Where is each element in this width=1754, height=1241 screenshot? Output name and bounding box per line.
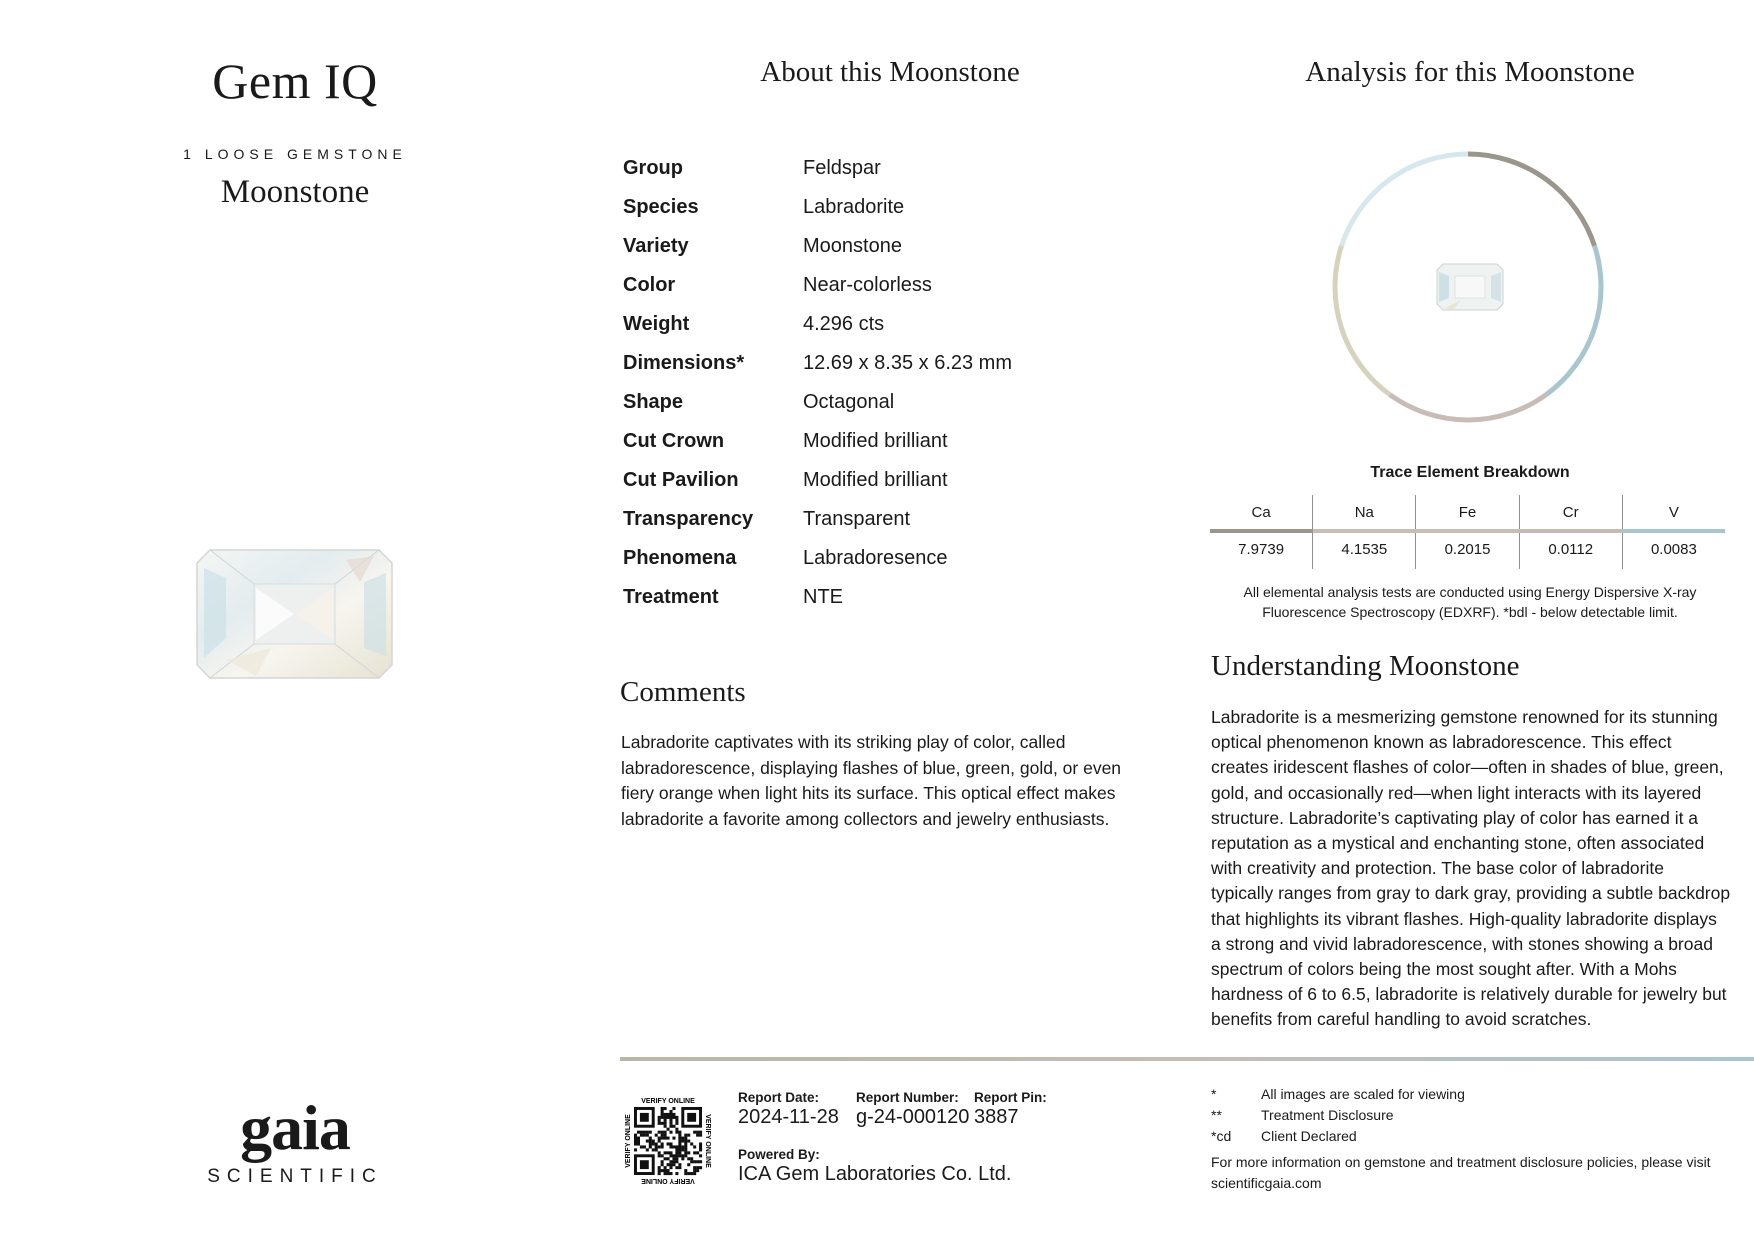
gaia-logo-subtitle: SCIENTIFIC [207,1166,383,1187]
report-date-value: 2024-11-28 [738,1106,839,1128]
trace-element-title: Trace Element Breakdown [1370,464,1570,481]
understanding-heading: Understanding Moonstone [1211,650,1520,682]
property-label: Shape [623,391,684,413]
property-label: Phenomena [623,547,737,569]
color-ring [1331,150,1605,424]
property-value: NTE [803,586,843,608]
property-value: Transparent [803,508,911,530]
trace-color-bar [1210,529,1725,533]
element-value: 4.1535 [1313,529,1416,569]
property-label: Color [623,274,676,296]
ring-segment [1546,246,1601,395]
gemstone-count-label: 1 LOOSE GEMSTONE [183,146,407,162]
property-row [623,305,1123,344]
property-label: Cut Pavilion [623,469,739,491]
element-value: 0.0083 [1622,529,1725,569]
element-color-segment [1416,529,1520,533]
property-row [623,266,1123,305]
property-row [623,461,1123,500]
powered-by-label: Powered By: [738,1147,820,1162]
property-value: Feldspar [803,157,881,179]
element-symbol: V [1622,495,1725,529]
property-value: Labradoresence [803,547,948,569]
ring-segment [1335,246,1390,395]
report-pin-value: 3887 [974,1106,1019,1128]
about-heading: About this Moonstone [760,56,1020,88]
report-pin-label: Report Pin: [974,1090,1047,1105]
property-value: Near-colorless [803,274,932,296]
report-number-value: g-24-000120 [856,1106,970,1128]
ring-segment [1342,154,1468,246]
footnote-row [1211,1104,1465,1125]
report-date-label: Report Date: [738,1090,820,1105]
property-label: Weight [623,313,690,335]
brand-title: Gem IQ [212,53,378,109]
element-color-segment [1210,529,1314,533]
verify-online-left: VERIFY ONLINE [625,1114,632,1168]
gemstone-image [196,548,393,680]
element-color-segment [1519,529,1623,533]
property-label: Dimensions* [623,352,745,374]
footnote-symbol: *cd [1211,1127,1232,1144]
element-value: 0.0112 [1519,529,1622,569]
property-row [623,500,1123,539]
property-row [623,344,1123,383]
footnote-symbol: * [1211,1085,1217,1102]
ring-segment [1468,154,1594,246]
footnote-row [1211,1125,1465,1146]
element-color-segment [1622,529,1725,533]
element-color-segment [1313,529,1417,533]
property-label: Group [623,157,683,179]
property-row [623,578,1123,617]
verify-qr-code[interactable] [622,1095,714,1187]
property-value: Moonstone [803,235,902,257]
element-symbol: Cr [1519,495,1622,529]
analysis-note: All elemental analysis tests are conducted using Energy Dispersive X-ray Fluorescence Spectroscopy (EDXRF). *bdl - below detectable limit. [1243,584,1697,620]
property-value: Modified brilliant [803,430,948,452]
footnote-legend [1211,1083,1465,1146]
element-symbol: Ca [1251,503,1271,521]
more-info-text: For more information on gemstone and treatment disclosure policies, please visit scientificgaia.com [1211,1154,1711,1191]
understanding-text: Labradorite is a mesmerizing gemstone renowned for its stunning optical phenomenon known as labradorescence. This effect creates iridescent flashes of color—often in shades of blue, green, gold, and occasionally red—when light interacts with its layered structure. Labradorite’s captivating play of color has earned it a reputation as a mystical and enchanting stone, often associated with creativity and protection. The base color of labradorite typically ranges from gray to dark gray, providing a subtle backdrop that highlights its vibrant flashes. High-quality labradorite displays a strong and vivid labradorescence, with stones showing a broad spectrum of colors being the most sought after. With a Mohs hardness of 6 to 6.5, labradorite is relatively durable for jewelry but benefits from careful handling to avoid scratches. [1211,707,1731,1030]
property-label: Variety [623,235,689,257]
property-row [623,422,1123,461]
property-value: Octagonal [803,391,895,413]
property-value: Modified brilliant [803,469,948,491]
property-row [623,188,1123,227]
report-number-label: Report Number: [856,1090,959,1105]
property-label: Species [623,196,699,218]
gaia-logo: gaia [240,1092,350,1163]
ring-gemstone-image [1437,264,1503,310]
footnote-text: Treatment Disclosure [1261,1106,1394,1123]
comments-heading: Comments [620,676,746,708]
element-symbol: Na [1313,495,1416,529]
footnote-symbol: ** [1211,1106,1222,1123]
element-value: 7.9739 [1238,540,1285,558]
verify-online-bottom: VERIFY ONLINE [641,1177,695,1184]
property-value: 12.69 x 8.35 x 6.23 mm [803,352,1013,374]
footnote-text: Client Declared [1261,1127,1357,1144]
analysis-heading: Analysis for this Moonstone [1305,56,1635,88]
property-value: 4.296 cts [803,313,885,335]
stone-name: Moonstone [220,174,370,210]
property-value: Labradorite [803,196,905,218]
footer-divider [620,1056,1754,1062]
footnote-row [1211,1083,1465,1104]
property-row [623,227,1123,266]
element-value: 0.2015 [1416,529,1519,569]
property-row [623,149,1123,188]
property-row [623,539,1123,578]
powered-by-value: ICA Gem Laboratories Co. Ltd. [738,1163,1012,1185]
property-label: Transparency [623,508,754,530]
ring-segment [1390,395,1546,420]
verify-online-top: VERIFY ONLINE [641,1098,695,1105]
property-label: Treatment [623,586,719,608]
verify-online-right: VERIFY ONLINE [704,1114,711,1168]
property-label: Cut Crown [623,430,725,452]
footnote-text: All images are scaled for viewing [1261,1085,1465,1102]
properties-list [623,149,1123,617]
comments-text: Labradorite captivates with its striking play of color, called labradorescence, displaying flashes of blue, green, gold, or even fiery orange when light hits its surface. This optical effect makes labradorite a favorite among collectors and jewelry enthusiasts. [621,732,1122,829]
property-row [623,383,1123,422]
element-symbol: Fe [1416,495,1519,529]
